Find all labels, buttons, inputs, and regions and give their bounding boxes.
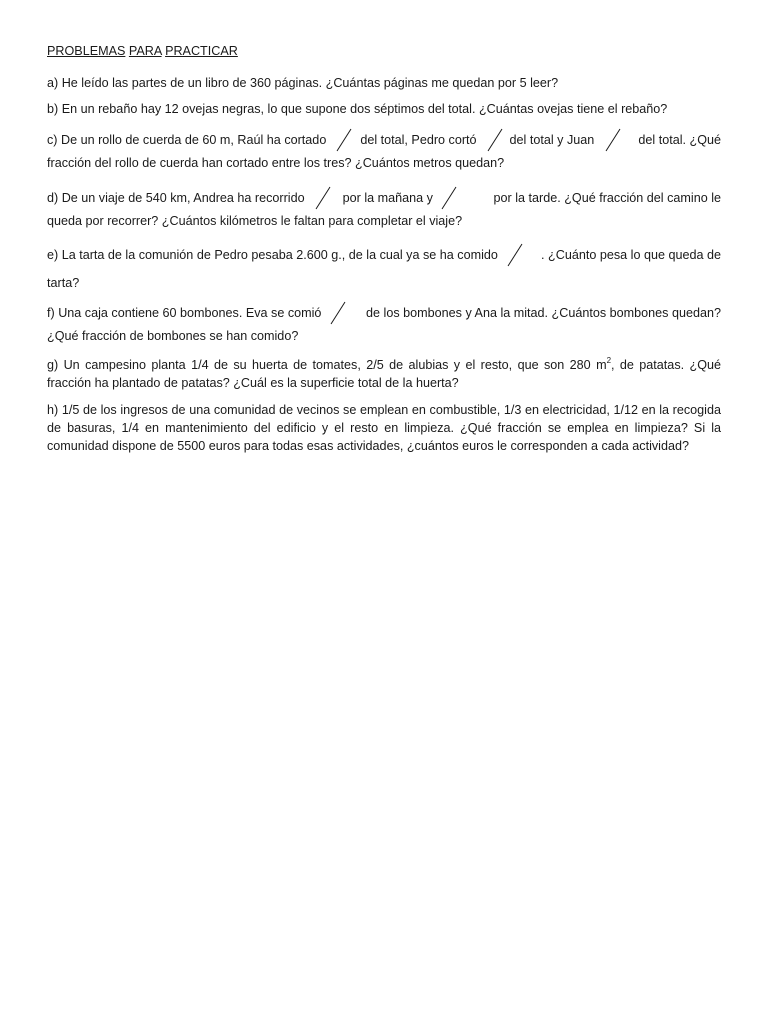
problem-c-part4: del total. ¿Qué bbox=[638, 133, 721, 147]
squared-superscript: 2 bbox=[606, 355, 612, 365]
fraction-blank-slash bbox=[484, 127, 506, 153]
problem-e bbox=[47, 242, 721, 292]
problem-c-part3: del total y Juan bbox=[509, 133, 595, 147]
problem-e-part2: . ¿Cuánto pesa lo que queda de bbox=[541, 248, 721, 262]
fraction-blank-slash bbox=[602, 127, 624, 153]
problem-e-line2: tarta? bbox=[47, 276, 80, 290]
fraction-blank-slash bbox=[504, 242, 526, 268]
problem-g bbox=[47, 356, 721, 392]
problem-f-part2: de los bombones y Ana la mitad. ¿Cuántos bombones quedan? bbox=[366, 306, 721, 320]
problem-d bbox=[47, 185, 721, 230]
page-title bbox=[47, 44, 238, 58]
fraction-blank-slash bbox=[333, 127, 355, 153]
problem-c bbox=[47, 127, 721, 172]
problem-e-part1: e) La tarta de la comunión de Pedro pesaba 2.600 g., de la cual ya se ha comido bbox=[47, 248, 498, 262]
fraction-blank-slash bbox=[438, 185, 460, 211]
problem-d-part3: por la tarde. ¿Qué fracción del camino le bbox=[493, 191, 721, 205]
title-word-practicar: PRACTICAR bbox=[165, 44, 238, 58]
title-word-problemas: PROBLEMAS bbox=[47, 44, 126, 58]
problem-g-text-pre: g) Un campesino planta 1/4 de su huerta de tomates, 2/5 de alubias y el resto, que son 280 m bbox=[47, 358, 607, 372]
fraction-blank-slash bbox=[327, 300, 349, 326]
fraction-blank-slash bbox=[312, 185, 334, 211]
problem-f bbox=[47, 300, 721, 345]
problem-a: a) He leído las partes de un libro de 360 páginas. ¿Cuántas páginas me quedan por 5 leer? bbox=[47, 76, 559, 90]
title-word-para: PARA bbox=[128, 44, 162, 58]
problem-f-line2: ¿Qué fracción de bombones se han comido? bbox=[47, 329, 299, 343]
problem-d-part1: d) De un viaje de 540 km, Andrea ha recorrido bbox=[47, 191, 305, 205]
problem-g-text-post: , de patatas. ¿Qué fracción ha plantado de patatas? ¿Cuál es la superficie total de la huerta? bbox=[47, 358, 721, 390]
problem-b: b) En un rebaño hay 12 ovejas negras, lo que supone dos séptimos del total. ¿Cuántas ovejas tiene el rebaño? bbox=[47, 102, 668, 116]
problem-c-part1: c) De un rollo de cuerda de 60 m, Raúl ha cortado bbox=[47, 133, 327, 147]
problem-c-part2: del total, Pedro cortó bbox=[360, 133, 477, 147]
problem-d-part2: por la mañana y bbox=[342, 191, 433, 205]
problem-c-line2: fracción del rollo de cuerda han cortado entre los tres? ¿Cuántos metros quedan? bbox=[47, 156, 505, 170]
problem-f-part1: f) Una caja contiene 60 bombones. Eva se comió bbox=[47, 306, 322, 320]
problem-h: h) 1/5 de los ingresos de una comunidad de vecinos se emplean en combustible, 1/3 en electricidad, 1/12 en la recogida de basuras, 1/4 en mantenimiento del edificio y el resto en limpieza. ¿Qué fracción se emplea en limpieza? Si la comunidad dispone de 5500 euros para todas esas actividades, ¿cuántos euros le corresponden a cada actividad? bbox=[47, 403, 721, 453]
problem-d-line2: queda por recorrer? ¿Cuántos kilómetros le faltan para completar el viaje? bbox=[47, 214, 463, 228]
